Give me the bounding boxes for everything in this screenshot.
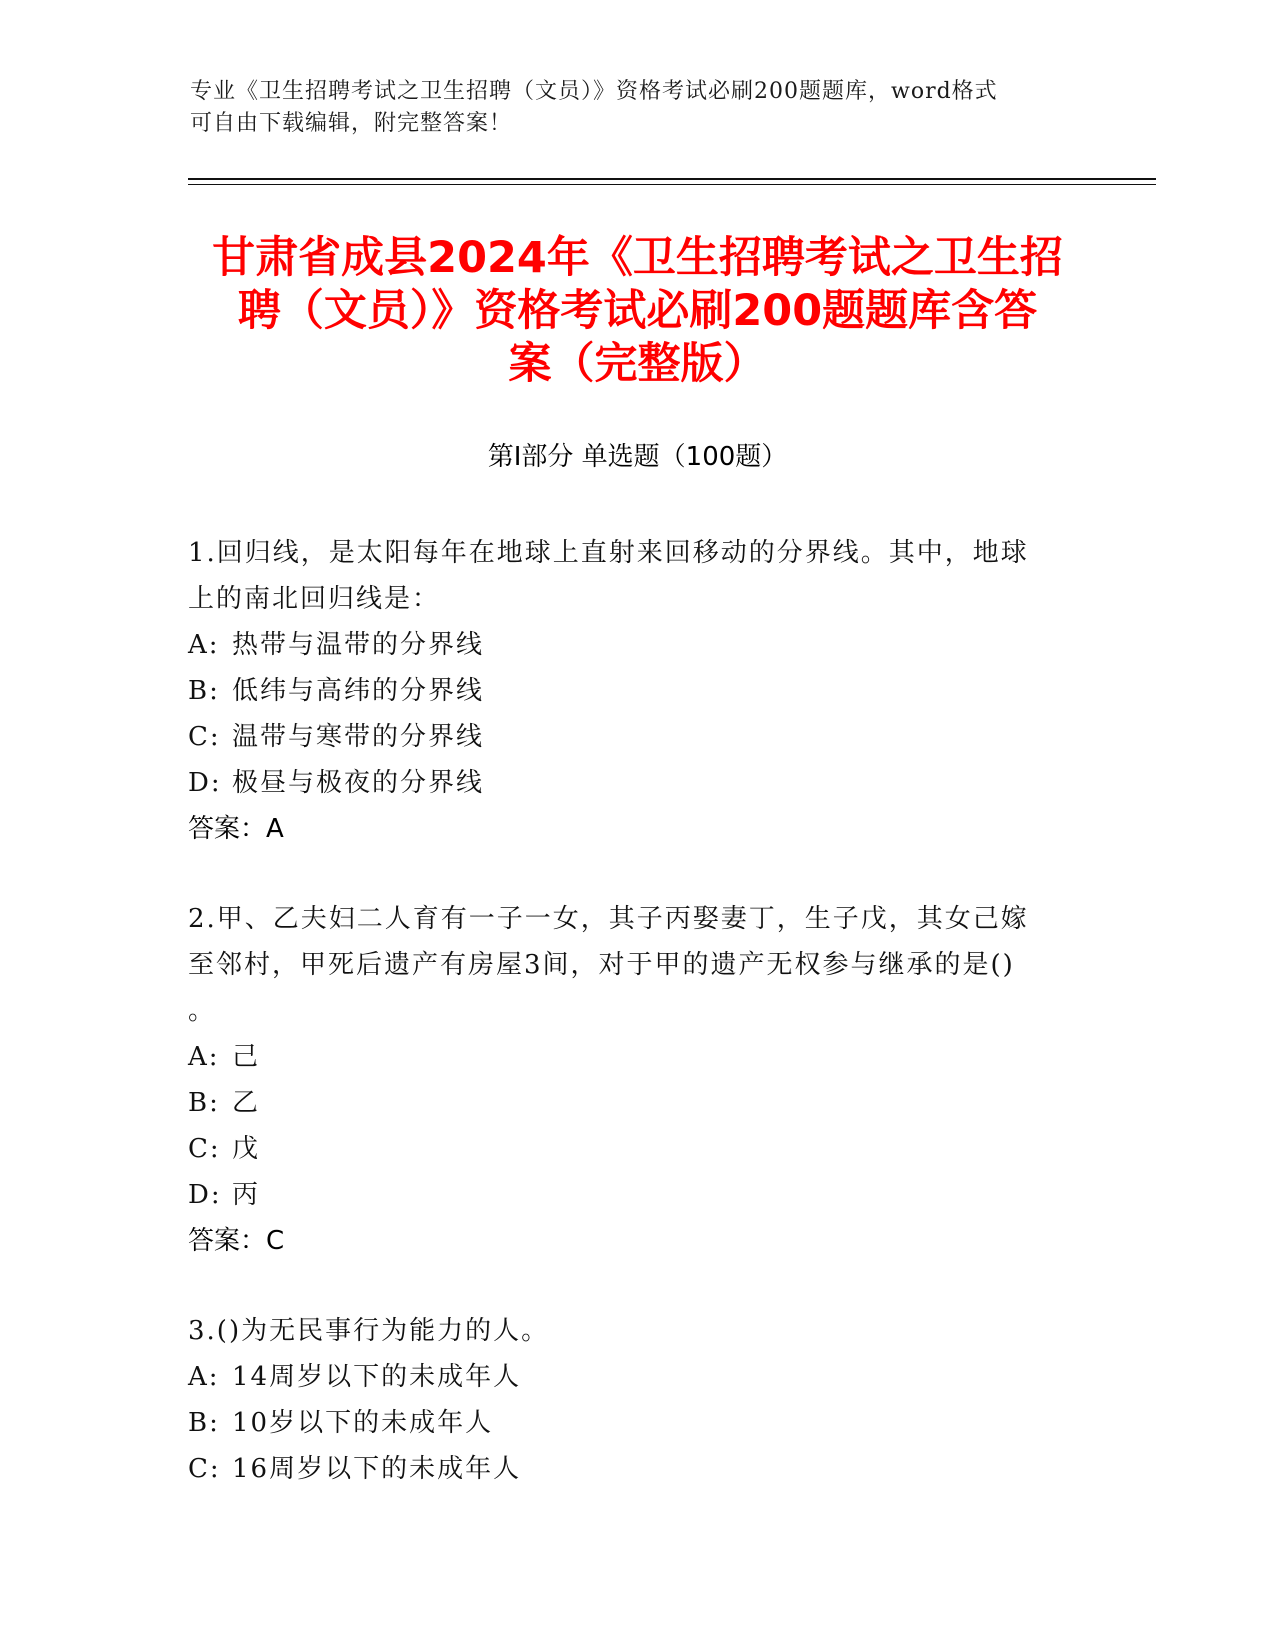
option-c bbox=[188, 1446, 1068, 1492]
option-key: A: bbox=[188, 1362, 220, 1392]
answer: 答案：C bbox=[188, 1226, 285, 1256]
option-key: A: bbox=[188, 1042, 220, 1072]
option-text: 乙 bbox=[232, 1088, 261, 1118]
option-key: B: bbox=[188, 1408, 220, 1438]
option-text: 热带与温带的分界线 bbox=[232, 630, 485, 660]
question-stem-line: 3.()为无民事行为能力的人。 bbox=[188, 1316, 550, 1346]
option-key: C: bbox=[188, 1134, 221, 1164]
question-stem-line: 2.甲、乙夫妇二人育有一子一女，其子丙娶妻丁，生子戊，其女己嫁 bbox=[188, 904, 1029, 934]
option-text: 戊 bbox=[232, 1134, 261, 1164]
option-key: D: bbox=[188, 1180, 222, 1210]
option-text: 16周岁以下的未成年人 bbox=[232, 1454, 522, 1484]
document-title-line-1: 甘肃省成县2024年《卫生招聘考试之卫生招 bbox=[212, 233, 1063, 283]
option-a bbox=[188, 622, 1068, 668]
option-text: 己 bbox=[232, 1042, 261, 1072]
option-a bbox=[188, 1354, 1068, 1400]
question-stem-line: 1.回归线，是太阳每年在地球上直射来回移动的分界线。其中，地球 bbox=[188, 538, 1029, 568]
question-stem-line: 。 bbox=[188, 996, 217, 1026]
option-b bbox=[188, 1400, 1068, 1446]
option-c bbox=[188, 714, 1068, 760]
option-text: 温带与寒带的分界线 bbox=[232, 722, 485, 752]
question-1 bbox=[188, 530, 1068, 852]
header-note-line-1: 专业《卫生招聘考试之卫生招聘（文员）》资格考试必刷200题题库，word格式 bbox=[190, 79, 998, 104]
option-key: D: bbox=[188, 768, 222, 798]
header-note bbox=[190, 76, 1070, 140]
option-c bbox=[188, 1126, 1068, 1172]
document-title-line-2: 聘（文员）》资格考试必刷200题题库含答 bbox=[237, 286, 1038, 336]
option-text: 10岁以下的未成年人 bbox=[232, 1408, 494, 1438]
question-list bbox=[188, 530, 1068, 1536]
option-a bbox=[188, 1034, 1068, 1080]
question-stem-line: 上的南北回归线是： bbox=[188, 584, 441, 614]
option-key: B: bbox=[188, 1088, 220, 1118]
document-title bbox=[150, 232, 1125, 391]
answer: 答案：A bbox=[188, 814, 284, 844]
option-b bbox=[188, 1080, 1068, 1126]
option-d bbox=[188, 760, 1068, 806]
header-note-line-2: 可自由下载编辑，附完整答案！ bbox=[190, 111, 513, 136]
option-key: B: bbox=[188, 676, 220, 706]
question-stem-line: 至邻村，甲死后遗产有房屋3间，对于甲的遗产无权参与继承的是() bbox=[188, 950, 1015, 980]
question-3 bbox=[188, 1308, 1068, 1492]
option-key: C: bbox=[188, 722, 221, 752]
section-title: 第Ⅰ部分 单选题（100题） bbox=[487, 442, 788, 472]
option-key: A: bbox=[188, 630, 220, 660]
question-2 bbox=[188, 896, 1068, 1264]
option-b bbox=[188, 668, 1068, 714]
option-text: 丙 bbox=[232, 1180, 261, 1210]
header-divider-thick bbox=[188, 178, 1156, 180]
header-divider-thin bbox=[188, 184, 1156, 185]
option-text: 14周岁以下的未成年人 bbox=[232, 1362, 522, 1392]
document-title-line-3: 案（完整版） bbox=[508, 339, 767, 389]
option-key: C: bbox=[188, 1454, 221, 1484]
option-d bbox=[188, 1172, 1068, 1218]
option-text: 极昼与极夜的分界线 bbox=[232, 768, 485, 798]
option-text: 低纬与高纬的分界线 bbox=[232, 676, 485, 706]
